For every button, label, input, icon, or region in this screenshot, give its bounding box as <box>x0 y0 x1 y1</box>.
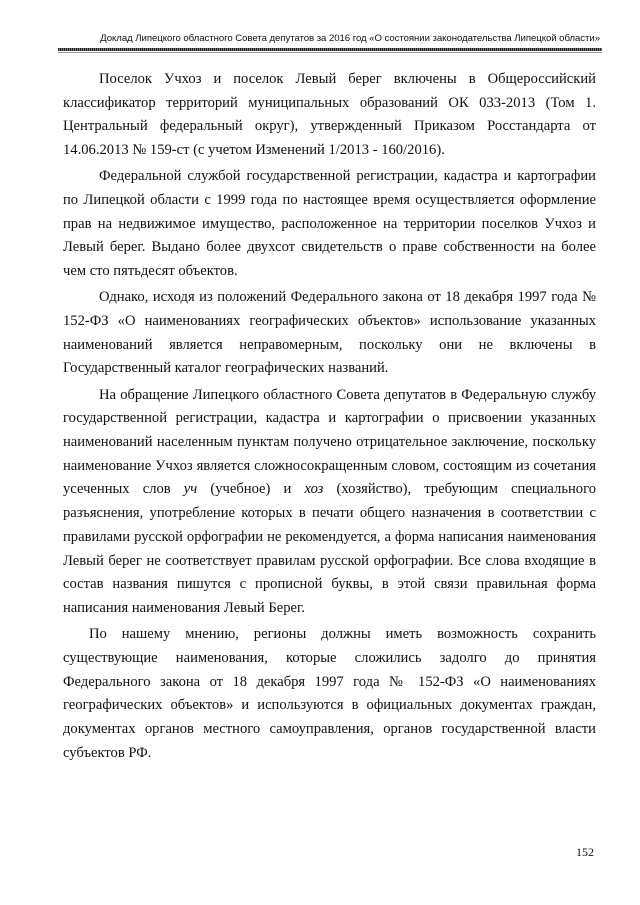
paragraph-4-text-1: На обращение Липецкого областного Совета депутатов в Федеральную службу государственной регистрации, кадастра и картографии о присвоении указанных наименований населенным пунктам получено отрицательное заключение, поскольку наименование Учхоз является сложносокращенным словом, состоящим из сочетания усеченных слов <box>63 386 596 498</box>
header-rule-thin <box>58 52 602 53</box>
italic-term-khoz: хоз <box>304 481 324 498</box>
italic-term-uch: уч <box>183 481 198 498</box>
paragraph-4-text-2: (учебное) и <box>197 481 305 498</box>
paragraph-3: Однако, исходя из положений Федерального закона от 18 декабря 1997 года № 152-ФЗ «О наименованиях географических объектов» использование указанных наименований является неправомерным, поскольку они не включены в Государственный каталог географических названий. <box>63 289 596 377</box>
header-rule <box>58 48 602 51</box>
document-body <box>63 68 596 768</box>
page-number: 152 <box>576 845 594 859</box>
running-header: Доклад Липецкого областного Совета депутатов за 2016 год «О состоянии законодательства Липецкой области» <box>100 33 600 44</box>
paragraph-1: Поселок Учхоз и поселок Левый берег включены в Общероссийский классификатор территорий муниципальных образований ОК 033-2013 (Том 1. Центральный федеральный округ), утвержденный Приказом Росстандарта от 14.06.2013 № 159-ст (с учетом Изменений 1/2013 - 160/2016). <box>63 71 596 159</box>
paragraph-4-text-3: (хозяйство), требующим специального разъяснения, употребление которых в печати общего назначения в соответствии с правилами русской орфографии не рекомендуется, а форма написания наименования Левый берег не соответствует правилам русской орфографии. Все слова входящие в состав названия пишутся с прописной буквы, в этой связи правильная форма написания наименования Левый Берег. <box>63 481 597 616</box>
paragraph-2: Федеральной службой государственной регистрации, кадастра и картографии по Липецкой области с 1999 года по настоящее время осуществляется оформление прав на недвижимое имущество, расположенное на территории поселков Учхоз и Левый берег. Выдано более двухсот свидетельств о праве собственности на более чем сто пятьдесят объектов. <box>63 168 596 280</box>
paragraph-4 <box>63 384 596 621</box>
paragraph-5: По нашему мнению, регионы должны иметь возможность сохранить существующие наименования, которые сложились задолго до принятия Федерального закона от 18 декабря 1997 года № 152-ФЗ «О наименованиях географических объектов» и используются в официальных документах граждан, документах органов местного самоуправления, органов государственной власти субъектов РФ. <box>63 626 596 761</box>
